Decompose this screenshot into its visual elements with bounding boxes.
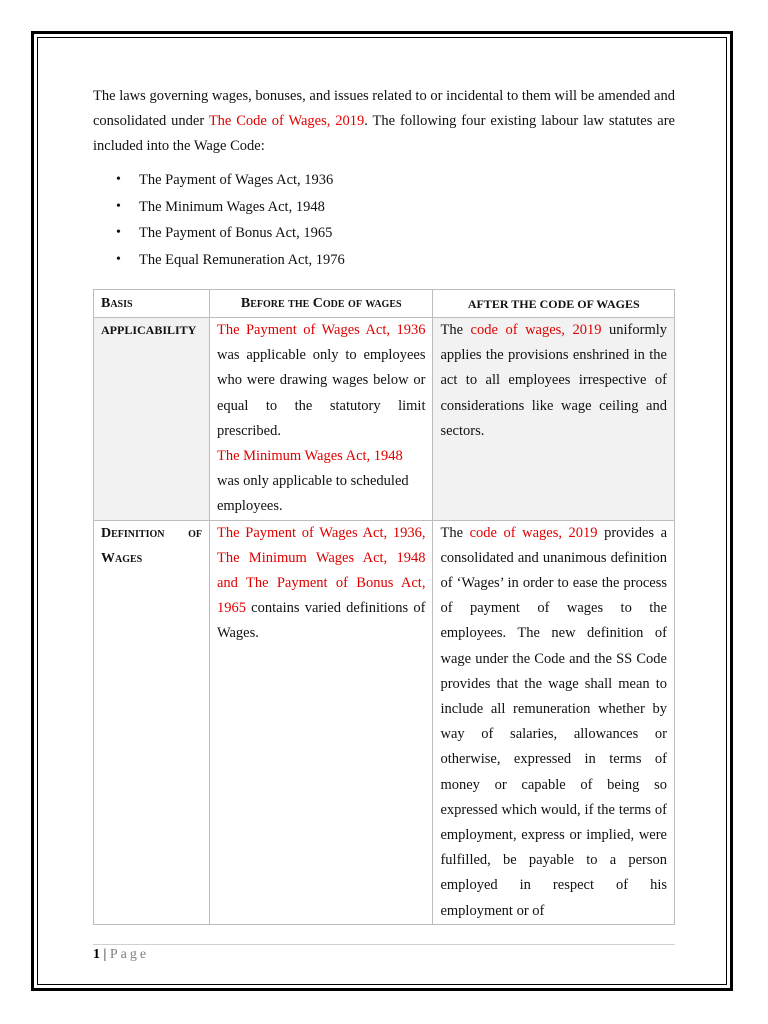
act-item: • The Minimum Wages Act, 1948	[139, 194, 675, 221]
before-paragraph-2	[217, 444, 426, 520]
row-before-cell	[209, 520, 433, 924]
intro-paragraph	[93, 84, 675, 159]
after-text: provides a consolidated and unanimous definition of ‘Wages’ in order to ease the process of payment of wages to the employees. The new definition of wage under the Code and the SS Code provides that the wage shall mean to include all remuneration whether by way of salaries, allowances or otherwise, expressed in terms of money or capable of being so expressed which would, if the terms of employment, express or implied, were fulfilled, be payable to a person employed in respect of his employment or of	[440, 524, 668, 919]
footer-divider	[93, 944, 675, 945]
row-after-cell	[433, 318, 675, 521]
before-paragraph-1	[217, 318, 426, 444]
table-header-row	[94, 290, 675, 318]
intro-code-name: The Code of Wages, 2019	[208, 113, 365, 129]
after-code-name: code of wages, 2019	[469, 524, 598, 541]
row-basis-definition: Definition of Wages	[94, 520, 210, 924]
page-number: 1	[93, 947, 100, 962]
document-body	[93, 84, 675, 273]
before-act-name: The Payment of Wages Act, 1936, The Minimum Wages Act, 1948 and The Payment of Bonus Act, 1965	[216, 524, 426, 617]
act-item: • The Payment of Bonus Act, 1965	[139, 220, 675, 247]
header-before: Before the Code of wages	[209, 290, 433, 318]
row-basis-applicability: APPLICABILITY	[94, 318, 210, 521]
act-item: • The Equal Remuneration Act, 1976	[139, 247, 675, 274]
row-before-cell	[209, 318, 433, 521]
header-after: AFTER THE CODE OF WAGES	[433, 290, 675, 318]
intro-text-1: The laws governing wages, bonuses, and issues related to or incidental to them will be amended and consolidated under	[93, 88, 675, 129]
comparison-table	[93, 289, 675, 925]
table-row	[94, 520, 675, 924]
header-basis: Basis	[94, 290, 210, 318]
after-text: uniformly applies the provisions enshrined in the act to all employees irrespective of considerations like wage ceiling and sectors.	[440, 322, 667, 439]
footer-separator: |	[100, 947, 110, 962]
after-code-name: code of wages, 2019	[470, 322, 602, 338]
act-item: • The Payment of Wages Act, 1936	[139, 167, 675, 194]
row-after-cell	[433, 520, 675, 924]
after-text-prefix: The	[440, 524, 470, 541]
before-text: contains varied definitions of Wages.	[216, 600, 426, 642]
before-act-name: The Payment of Wages Act, 1936	[216, 322, 426, 338]
page-footer	[93, 947, 149, 963]
acts-list	[93, 167, 675, 273]
intro-text-2: . The following four existing labour law statutes are included into the Wage Code:	[93, 113, 675, 154]
before-text: was only applicable to scheduled employees.	[216, 473, 409, 515]
page-label: Page	[109, 947, 150, 962]
before-act-name: The Minimum Wages Act, 1948	[216, 448, 403, 465]
before-text: was applicable only to employees who were drawing wages below or equal to the statutory limit prescribed.	[216, 347, 426, 439]
after-text-prefix: The	[440, 322, 471, 338]
table-row	[94, 318, 675, 521]
